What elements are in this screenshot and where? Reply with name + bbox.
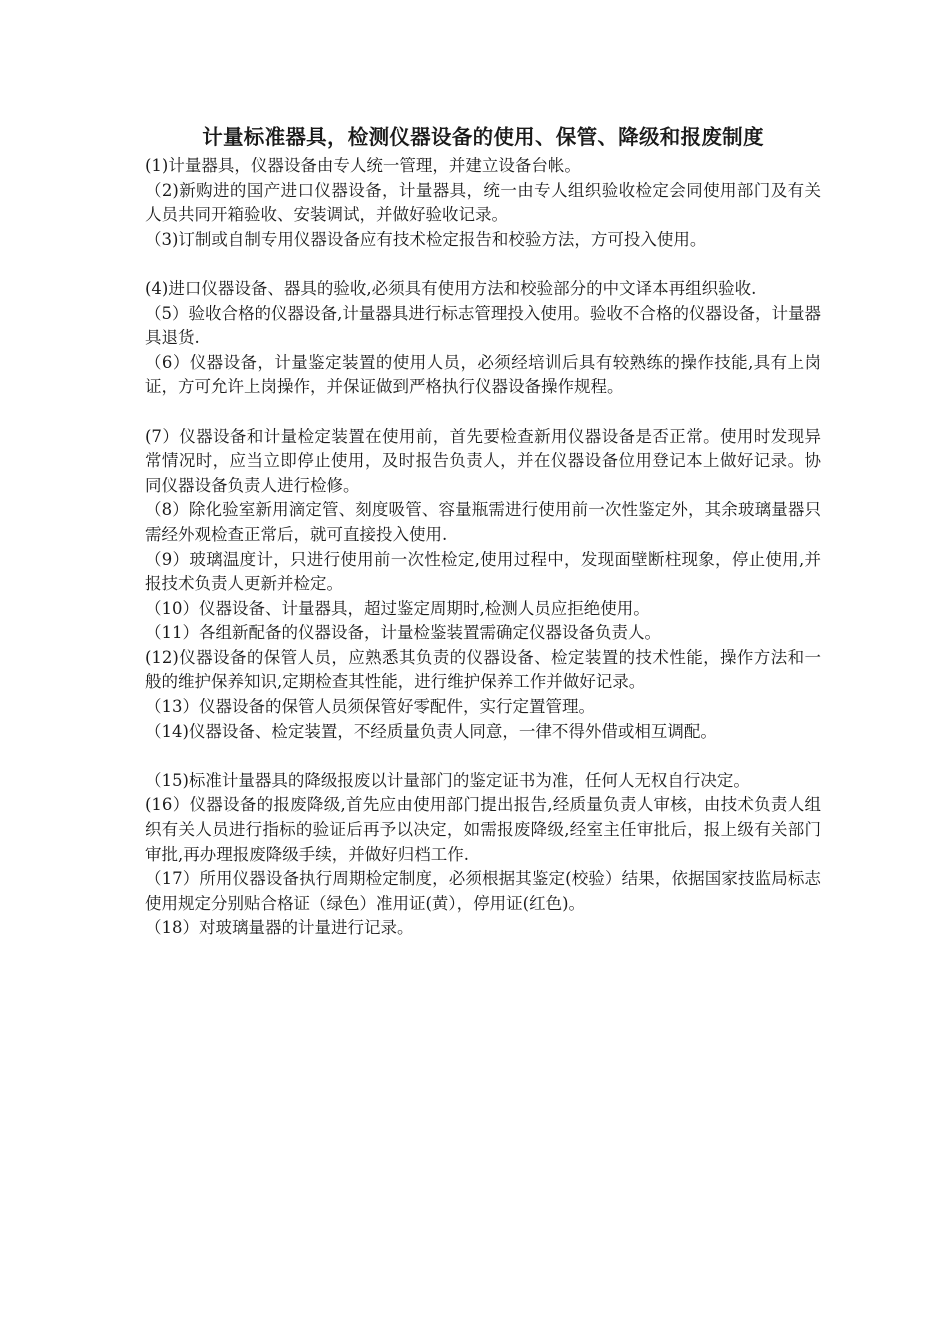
paragraph-13: （13）仪器设备的保管人员须保管好零配件，实行定置管理。 [145,697,595,717]
paragraph-14: （14)仪器设备、检定装置，不经质量负责人同意，一律不得外借或相互调配。 [145,721,717,741]
paragraph-5: （5）验收合格的仪器设备,计量器具进行标志管理投入使用。验收不合格的仪器设备，计量器具退货. [145,303,821,348]
paragraph-9: （9）玻璃温度计，只进行使用前一次性检定,使用过程中，发现面壁断柱现象，停止使用,并报技术负责人更新并检定。 [145,549,821,594]
paragraph-6: （6）仪器设备，计量鉴定装置的使用人员，必须经培训后具有较熟练的操作技能,具有上岗证，方可允许上岗操作，并保证做到严格执行仪器设备操作规程。 [145,352,821,397]
paragraph-3: （3)订制或自制专用仪器设备应有技术检定报告和校验方法，方可投入使用。 [145,229,707,249]
paragraph-2: （2)新购进的国产进口仪器设备，计量器具，统一由专人组织验收检定会同使用部门及有关人员共同开箱验收、安装调试，并做好验收记录。 [145,180,821,225]
paragraph-spacer [145,400,821,425]
paragraph-16: (16）仪器设备的报废降级,首先应由使用部门提出报告,经质量负责人审核，由技术负责人组织有关人员进行指标的验证后再予以决定，如需报废降级,经室主任审批后，报上级有关部门审批,再办理报废降级手续，并做好归档工作. [145,795,821,864]
document-title: 计量标准器具，检测仪器设备的使用、保管、降级和报废制度 [202,125,764,149]
paragraph-11: （11）各组新配备的仪器设备，计量检鉴装置需确定仪器设备负责人。 [145,623,661,643]
paragraph-spacer [145,744,821,769]
paragraph-1: (1)计量器具，仪器设备由专人统一管理，并建立设备台帐。 [145,156,581,175]
paragraph-spacer [145,252,821,277]
paragraph-4: (4)进口仪器设备、器具的验收,必须具有使用方法和校验部分的中文译本再组织验收. [145,278,757,298]
paragraph-10: （10）仪器设备、计量器具，超过鉴定周期时,检测人员应拒绝使用。 [145,598,650,618]
paragraph-17: （17）所用仪器设备执行周期检定制度，必须根据其鉴定(校验）结果，依据国家技监局标志使用规定分别贴合格证（绿色）准用证(黄），停用证(红色)。 [145,869,821,913]
paragraph-15: （15)标准计量器具的降级报废以计量部门的鉴定证书为准，任何人无权自行决定。 [145,770,750,790]
paragraph-7: (7）仪器设备和计量检定装置在使用前，首先要检查新用仪器设备是否正常。使用时发现异常情况时，应当立即停止使用，及时报告负责人，并在仪器设备位用登记本上做好记录。协同仪器设备负责人进行检修。 [145,426,821,495]
paragraph-12: (12)仪器设备的保管人员，应熟悉其负责的仪器设备、检定装置的技术性能，操作方法和一般的维护保养知识,定期检查其性能，进行维护保养工作并做好记录。 [145,647,821,692]
paragraph-18: （18）对玻璃量器的计量进行记录。 [145,918,414,938]
paragraph-8: （8）除化验室新用滴定管、刻度吸管、容量瓶需进行使用前一次性鉴定外，其余玻璃量器只需经外观检查正常后，就可直接投入使用. [145,500,821,544]
document-page [145,122,821,941]
